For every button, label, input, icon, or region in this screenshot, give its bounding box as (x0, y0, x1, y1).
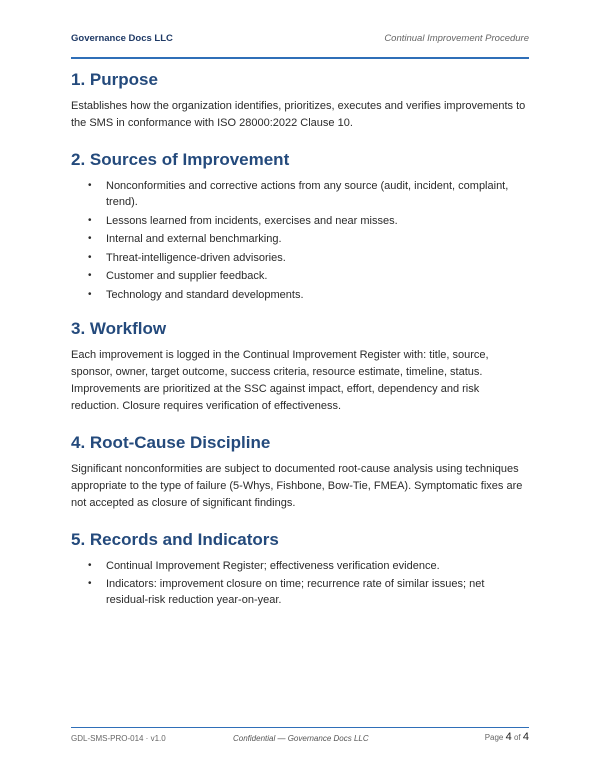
bullet-icon: • (88, 559, 92, 571)
bullet-list (71, 178, 529, 303)
list-item (71, 213, 529, 229)
section-root-cause (71, 433, 529, 512)
bullet-icon: • (88, 270, 92, 281)
list-item (71, 250, 529, 266)
list-item-text: Lessons learned from incidents, exercises and near misses. (106, 214, 398, 227)
bullet-icon: • (88, 288, 92, 300)
section-heading: 3. Workflow (71, 318, 167, 338)
page-label: Page (484, 733, 504, 742)
bullet-icon: • (88, 214, 92, 226)
document-body (71, 70, 529, 626)
section-heading: 1. Purpose (71, 70, 158, 89)
section-heading: 4. Root-Cause Discipline (71, 432, 271, 452)
document-id: GDL-SMS-PRO-014 · v1.0 (71, 734, 166, 743)
list-item (71, 178, 529, 210)
list-item-text: Threat-intelligence-driven advisories. (106, 251, 286, 264)
list-item-text: Internal and external benchmarking. (106, 233, 282, 245)
section-paragraph: Significant nonconformities are subject to documented root-cause analysis using techniques appropriate to the type of failure (5-Whys, Fishbone, Bow-Tie, FMEA). Symptomatic fixes are not accepted as closure of significant findings. (71, 462, 523, 509)
section-paragraph: Each improvement is logged in the Continual Improvement Register with: title, source, sponsor, owner, target outcome, success criteria, resource estimate, timeline, status. Improvements are prioritized at the SSC against impact, effort, dependency and risk reduction. Closure requires verification of effectiveness. (71, 348, 489, 412)
section-sources (71, 150, 529, 303)
list-item (71, 558, 529, 574)
section-paragraph: Establishes how the organization identifies, prioritizes, executes and verifies improvements to the SMS in conformance with ISO 28000:2022 Clause 10. (71, 100, 526, 129)
section-heading: 5. Records and Indicators (71, 529, 279, 549)
list-item-text: Indicators: improvement closure on time; recurrence rate of similar issues; net residual-risk reduction year-on-year. (106, 578, 485, 606)
list-item (71, 287, 529, 303)
bullet-icon: • (88, 233, 92, 244)
section-records (71, 530, 529, 609)
list-item-text: Nonconformities and corrective actions from any source (audit, incident, complaint, trend). (106, 180, 509, 208)
list-item-text: Continual Improvement Register; effectiveness verification evidence. (106, 559, 440, 572)
list-item (71, 231, 529, 247)
bullet-icon: • (88, 180, 92, 191)
bullet-icon: • (88, 251, 92, 263)
page-header (71, 33, 529, 59)
bullet-icon: • (88, 578, 92, 589)
list-item (71, 576, 529, 608)
document-type: Continual Improvement Procedure (384, 33, 529, 44)
list-item (71, 268, 529, 284)
list-item-text: Customer and supplier feedback. (106, 270, 268, 282)
page-number (485, 731, 529, 743)
section-purpose (71, 70, 529, 132)
page-footer (71, 727, 529, 748)
page-of: of (513, 733, 521, 742)
page-current: 4 (505, 731, 512, 743)
page-total: 4 (522, 731, 529, 743)
confidentiality-notice: Confidential — Governance Docs LLC (233, 734, 369, 743)
list-item-text: Technology and standard developments. (106, 288, 304, 301)
section-heading: 2. Sources of Improvement (71, 150, 290, 169)
bullet-list (71, 558, 529, 609)
section-workflow (71, 319, 529, 415)
company-name: Governance Docs LLC (71, 33, 173, 44)
